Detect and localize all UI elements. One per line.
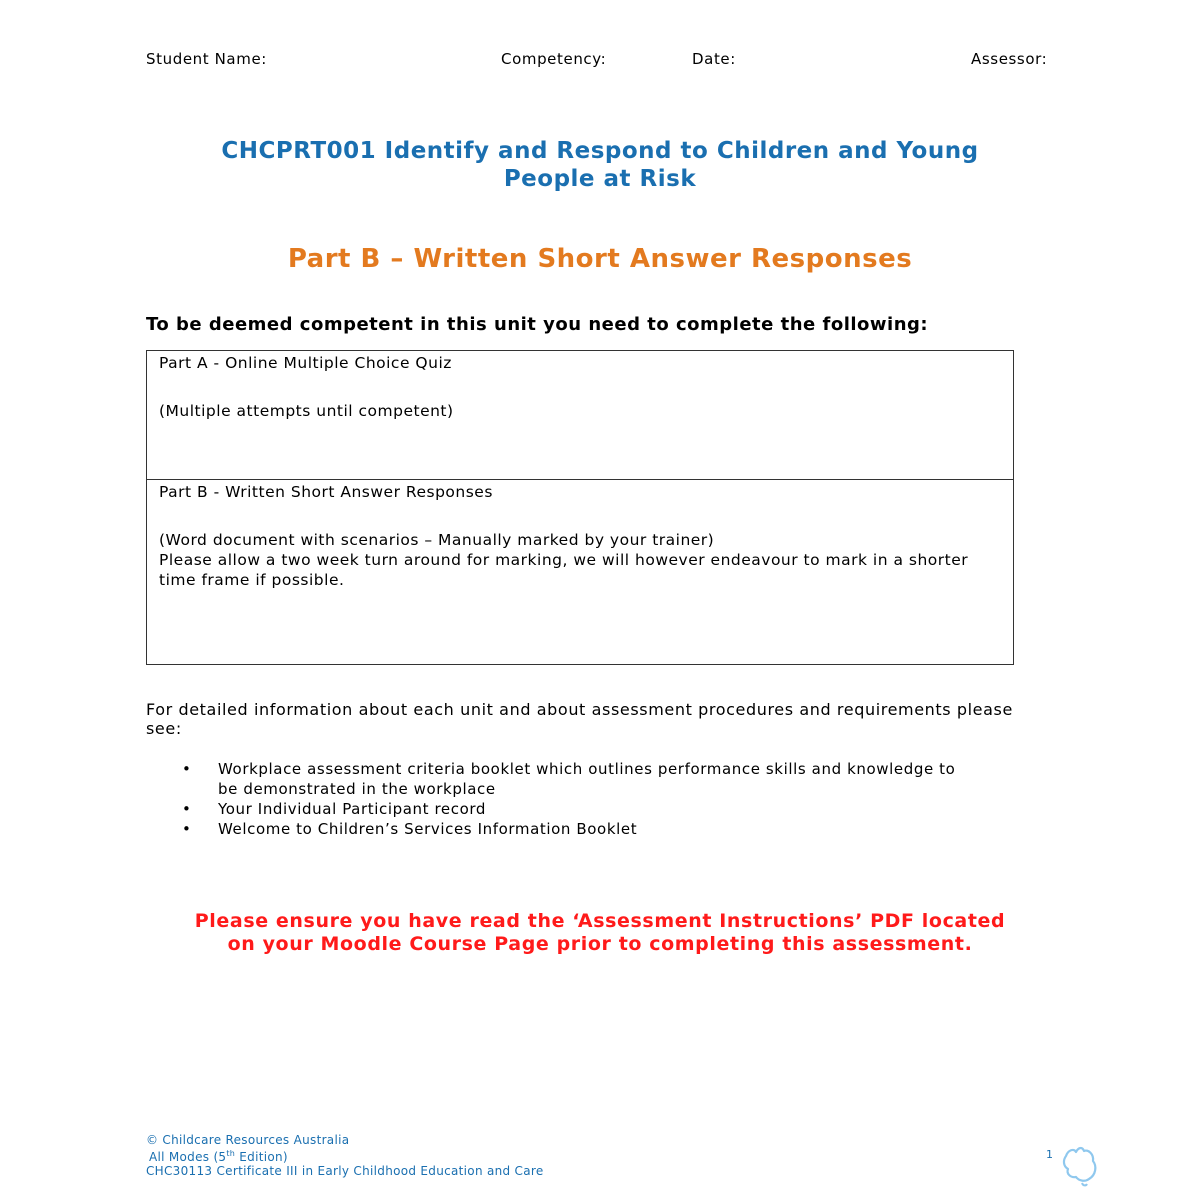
footer-edition: [146, 1147, 544, 1164]
competency-label: Competency:: [501, 50, 607, 68]
requirements-table: [146, 350, 1014, 665]
notice-line2: on your Moodle Course Page prior to completing this assessment.: [227, 933, 973, 955]
assessment-info: [146, 700, 1026, 839]
bullet-icon: •: [182, 760, 192, 778]
list-item-text: Your Individual Participant record: [218, 800, 486, 818]
footer-edition-prefix: All Modes (5: [149, 1150, 227, 1164]
page-footer: [146, 1133, 544, 1178]
date-label: Date:: [692, 50, 736, 68]
assessment-info-text: For detailed information about each unit and about assessment procedures and requirements please see:: [146, 700, 1013, 738]
page-number: 1: [1046, 1148, 1053, 1161]
part-b-note: Please allow a two week turn around for marking, we will however endeavour to mark in a shorter time frame if possible.: [159, 551, 969, 589]
resource-list: [146, 759, 1026, 839]
part-b-title: Part B - Written Short Answer Responses: [159, 483, 493, 501]
list-item-text: Welcome to Children’s Services Information Booklet: [218, 820, 638, 838]
list-item: [146, 799, 968, 819]
bullet-icon: •: [182, 820, 192, 838]
notice-line1: Please ensure you have read the ‘Assessment Instructions’ PDF located: [194, 910, 1006, 932]
part-a-cell: [147, 351, 1013, 480]
footer-edition-suffix: Edition): [235, 1150, 288, 1164]
list-item: [146, 819, 968, 839]
part-title: Part B – Written Short Answer Responses: [287, 244, 913, 274]
list-item-text: Workplace assessment criteria booklet which outlines performance skills and knowledge to be demonstrated in the workplace: [218, 760, 956, 798]
australia-logo-icon: [1060, 1142, 1100, 1188]
assessor-label: Assessor:: [971, 50, 1048, 68]
footer-course: CHC30113 Certificate III in Early Childhood Education and Care: [146, 1164, 544, 1178]
footer-copyright: © Childcare Resources Australia: [146, 1133, 350, 1147]
part-a-title: Part A - Online Multiple Choice Quiz: [159, 354, 452, 372]
unit-title-line1: CHCPRT001 Identify and Respond to Children and Young: [221, 138, 979, 164]
footer-edition-sup: th: [226, 1149, 236, 1158]
unit-title-line2: People at Risk: [503, 166, 697, 192]
student-name-label: Student Name:: [146, 50, 267, 68]
competency-intro: To be deemed competent in this unit you need to complete the following:: [146, 314, 929, 335]
part-a-detail: (Multiple attempts until competent): [159, 402, 454, 420]
part-b-cell: [147, 480, 1013, 664]
assessment-notice: [120, 910, 1080, 956]
bullet-icon: •: [182, 800, 192, 818]
list-item: [146, 759, 968, 799]
part-b-detail: (Word document with scenarios – Manually marked by your trainer): [159, 531, 715, 549]
unit-title: [145, 137, 1055, 193]
